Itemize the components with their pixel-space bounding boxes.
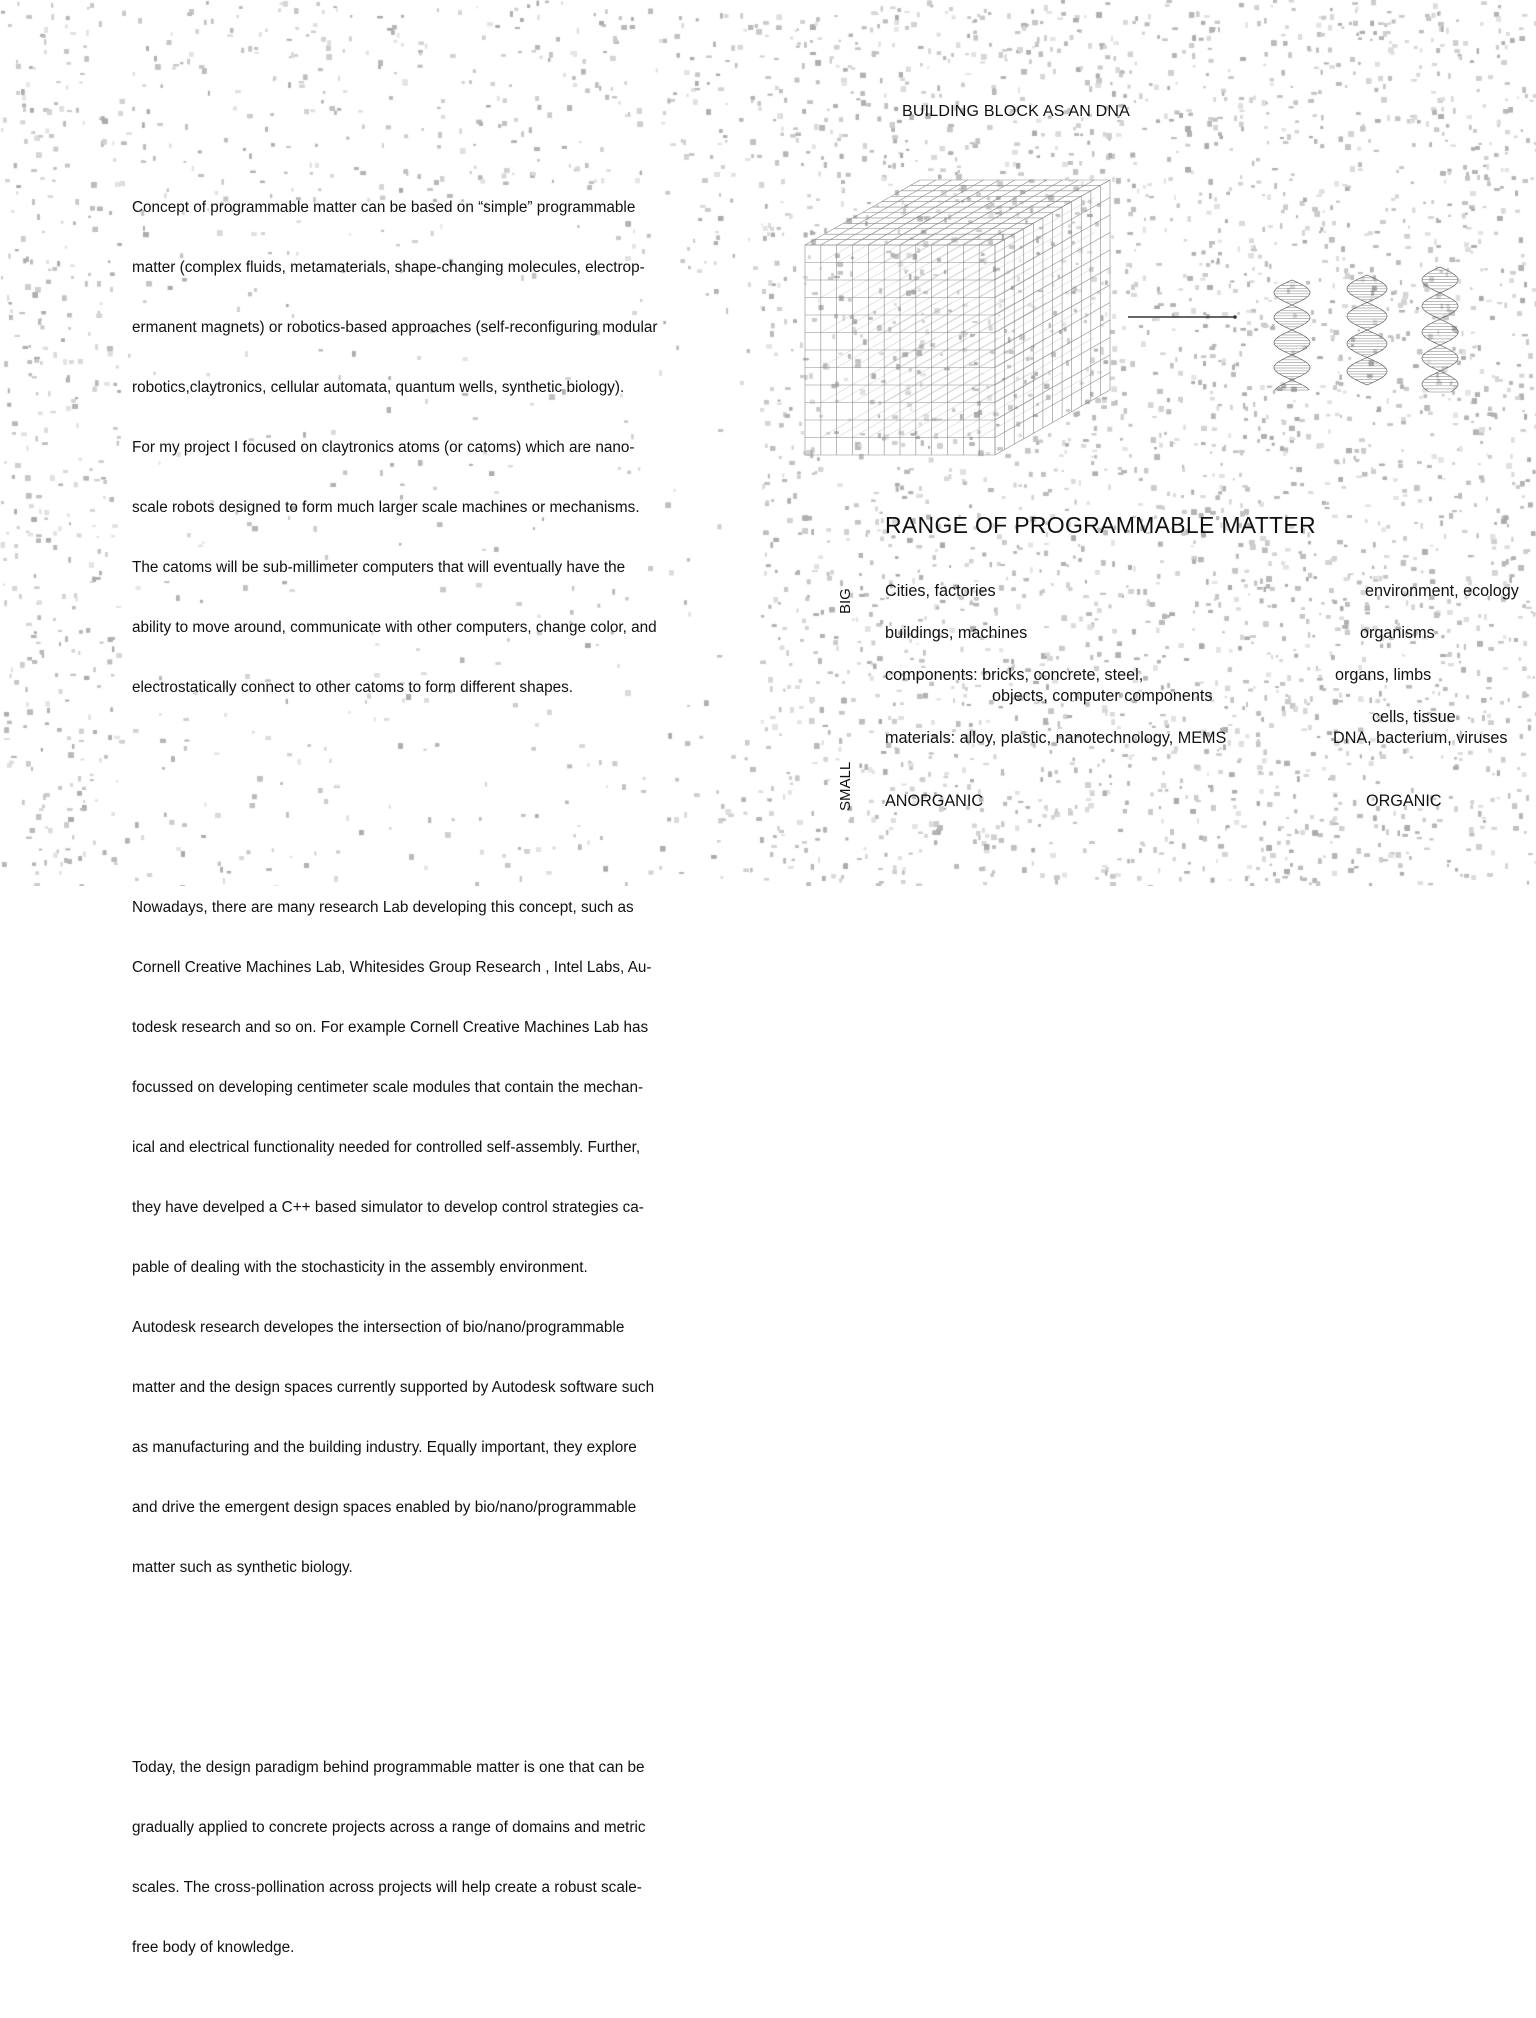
text-line: focussed on developing centimeter scale modules that contain the mechan-: [132, 1079, 644, 1096]
dna-helix-icon: [1422, 267, 1458, 392]
text-line: Cornell Creative Machines Lab, Whitesides Group Research , Intel Labs, Au-: [132, 959, 652, 976]
text-line: For my project I focused on claytronics atoms (or catoms) which are nano-: [132, 439, 635, 456]
dna-helix-icon: [1347, 275, 1387, 385]
text-line: free body of knowledge.: [132, 1939, 295, 1956]
text-line: matter (complex fluids, metamaterials, shape-changing molecules, electrop-: [132, 259, 645, 276]
anorganic-label: ANORGANIC: [885, 792, 984, 810]
text-line: todesk research and so on. For example Cornell Creative Machines Lab has: [132, 1019, 649, 1036]
building-block-illustration: [780, 170, 1480, 470]
range-title: RANGE OF PROGRAMMABLE MATTER: [885, 512, 1316, 538]
anorganic-item: components: bricks, concrete, steel,: [885, 666, 1144, 684]
text-line: Today, the design paradigm behind programmable matter is one that can be: [132, 1759, 645, 1776]
text-line: electrostatically connect to other catoms to form different shapes.: [132, 679, 573, 696]
paragraph-concept: [132, 158, 657, 738]
catom-grid-cube: [805, 180, 1110, 455]
text-line: matter and the design spaces currently supported by Autodesk software such: [132, 1379, 655, 1396]
organic-item: DNA, bacterium, viruses: [1333, 729, 1508, 747]
text-line: pable of dealing with the stochasticity in the assembly environment.: [132, 1259, 588, 1276]
organic-item: environment, ecology: [1365, 582, 1519, 600]
text-line: The catoms will be sub-millimeter computers that will eventually have the: [132, 559, 626, 576]
arrow-line: [1128, 315, 1237, 319]
text-line: robotics,claytronics, cellular automata, quantum wells, synthetic biology).: [132, 379, 625, 396]
text-line: scale robots designed to form much larger scale machines or mechanisms.: [132, 499, 640, 516]
text-line: Concept of programmable matter can be based on “simple” programmable: [132, 199, 636, 216]
text-line: Nowadays, there are many research Lab developing this concept, such as: [132, 899, 634, 916]
text-line: ical and electrical functionality needed for controlled self-assembly. Further,: [132, 1139, 641, 1156]
text-line: Autodesk research developes the intersection of bio/nano/programmable: [132, 1319, 625, 1336]
paragraph-research-labs: [132, 858, 657, 1618]
text-line: ability to move around, communicate with other computers, change color, and: [132, 619, 657, 636]
text-line: matter such as synthetic biology.: [132, 1559, 353, 1576]
anorganic-item: Cities, factories: [885, 582, 996, 600]
organic-item: cells, tissue: [1372, 708, 1456, 726]
text-line: scales. The cross-pollination across projects will help create a robust scale-: [132, 1879, 642, 1896]
organic-item: organisms: [1360, 624, 1435, 642]
anorganic-item: objects, computer components: [992, 687, 1213, 705]
organic-label: ORGANIC: [1366, 792, 1442, 810]
axis-label-small: SMALL: [837, 761, 854, 811]
text-line: ermanent magnets) or robotics-based approaches (self-reconfiguring modular: [132, 319, 658, 336]
text-line: and drive the emergent design spaces enabled by bio/nano/programmable: [132, 1499, 637, 1516]
organic-item: organs, limbs: [1335, 666, 1432, 684]
anorganic-item: materials: alloy, plastic, nanotechnology, MEMS: [885, 729, 1227, 747]
anorganic-item: buildings, machines: [885, 624, 1028, 642]
text-line: they have develped a C++ based simulator to develop control strategies ca-: [132, 1199, 644, 1216]
dna-helix-icon: [1274, 280, 1310, 390]
text-line: gradually applied to concrete projects across a range of domains and metric: [132, 1819, 646, 1836]
text-line: as manufacturing and the building industry. Equally important, they explore: [132, 1439, 637, 1456]
dna-heading: BUILDING BLOCK AS AN DNA: [902, 103, 1130, 120]
axis-label-big: BIG: [837, 588, 854, 614]
paragraph-design-paradigm: [132, 1718, 657, 1998]
left-text-column: [132, 118, 657, 2018]
